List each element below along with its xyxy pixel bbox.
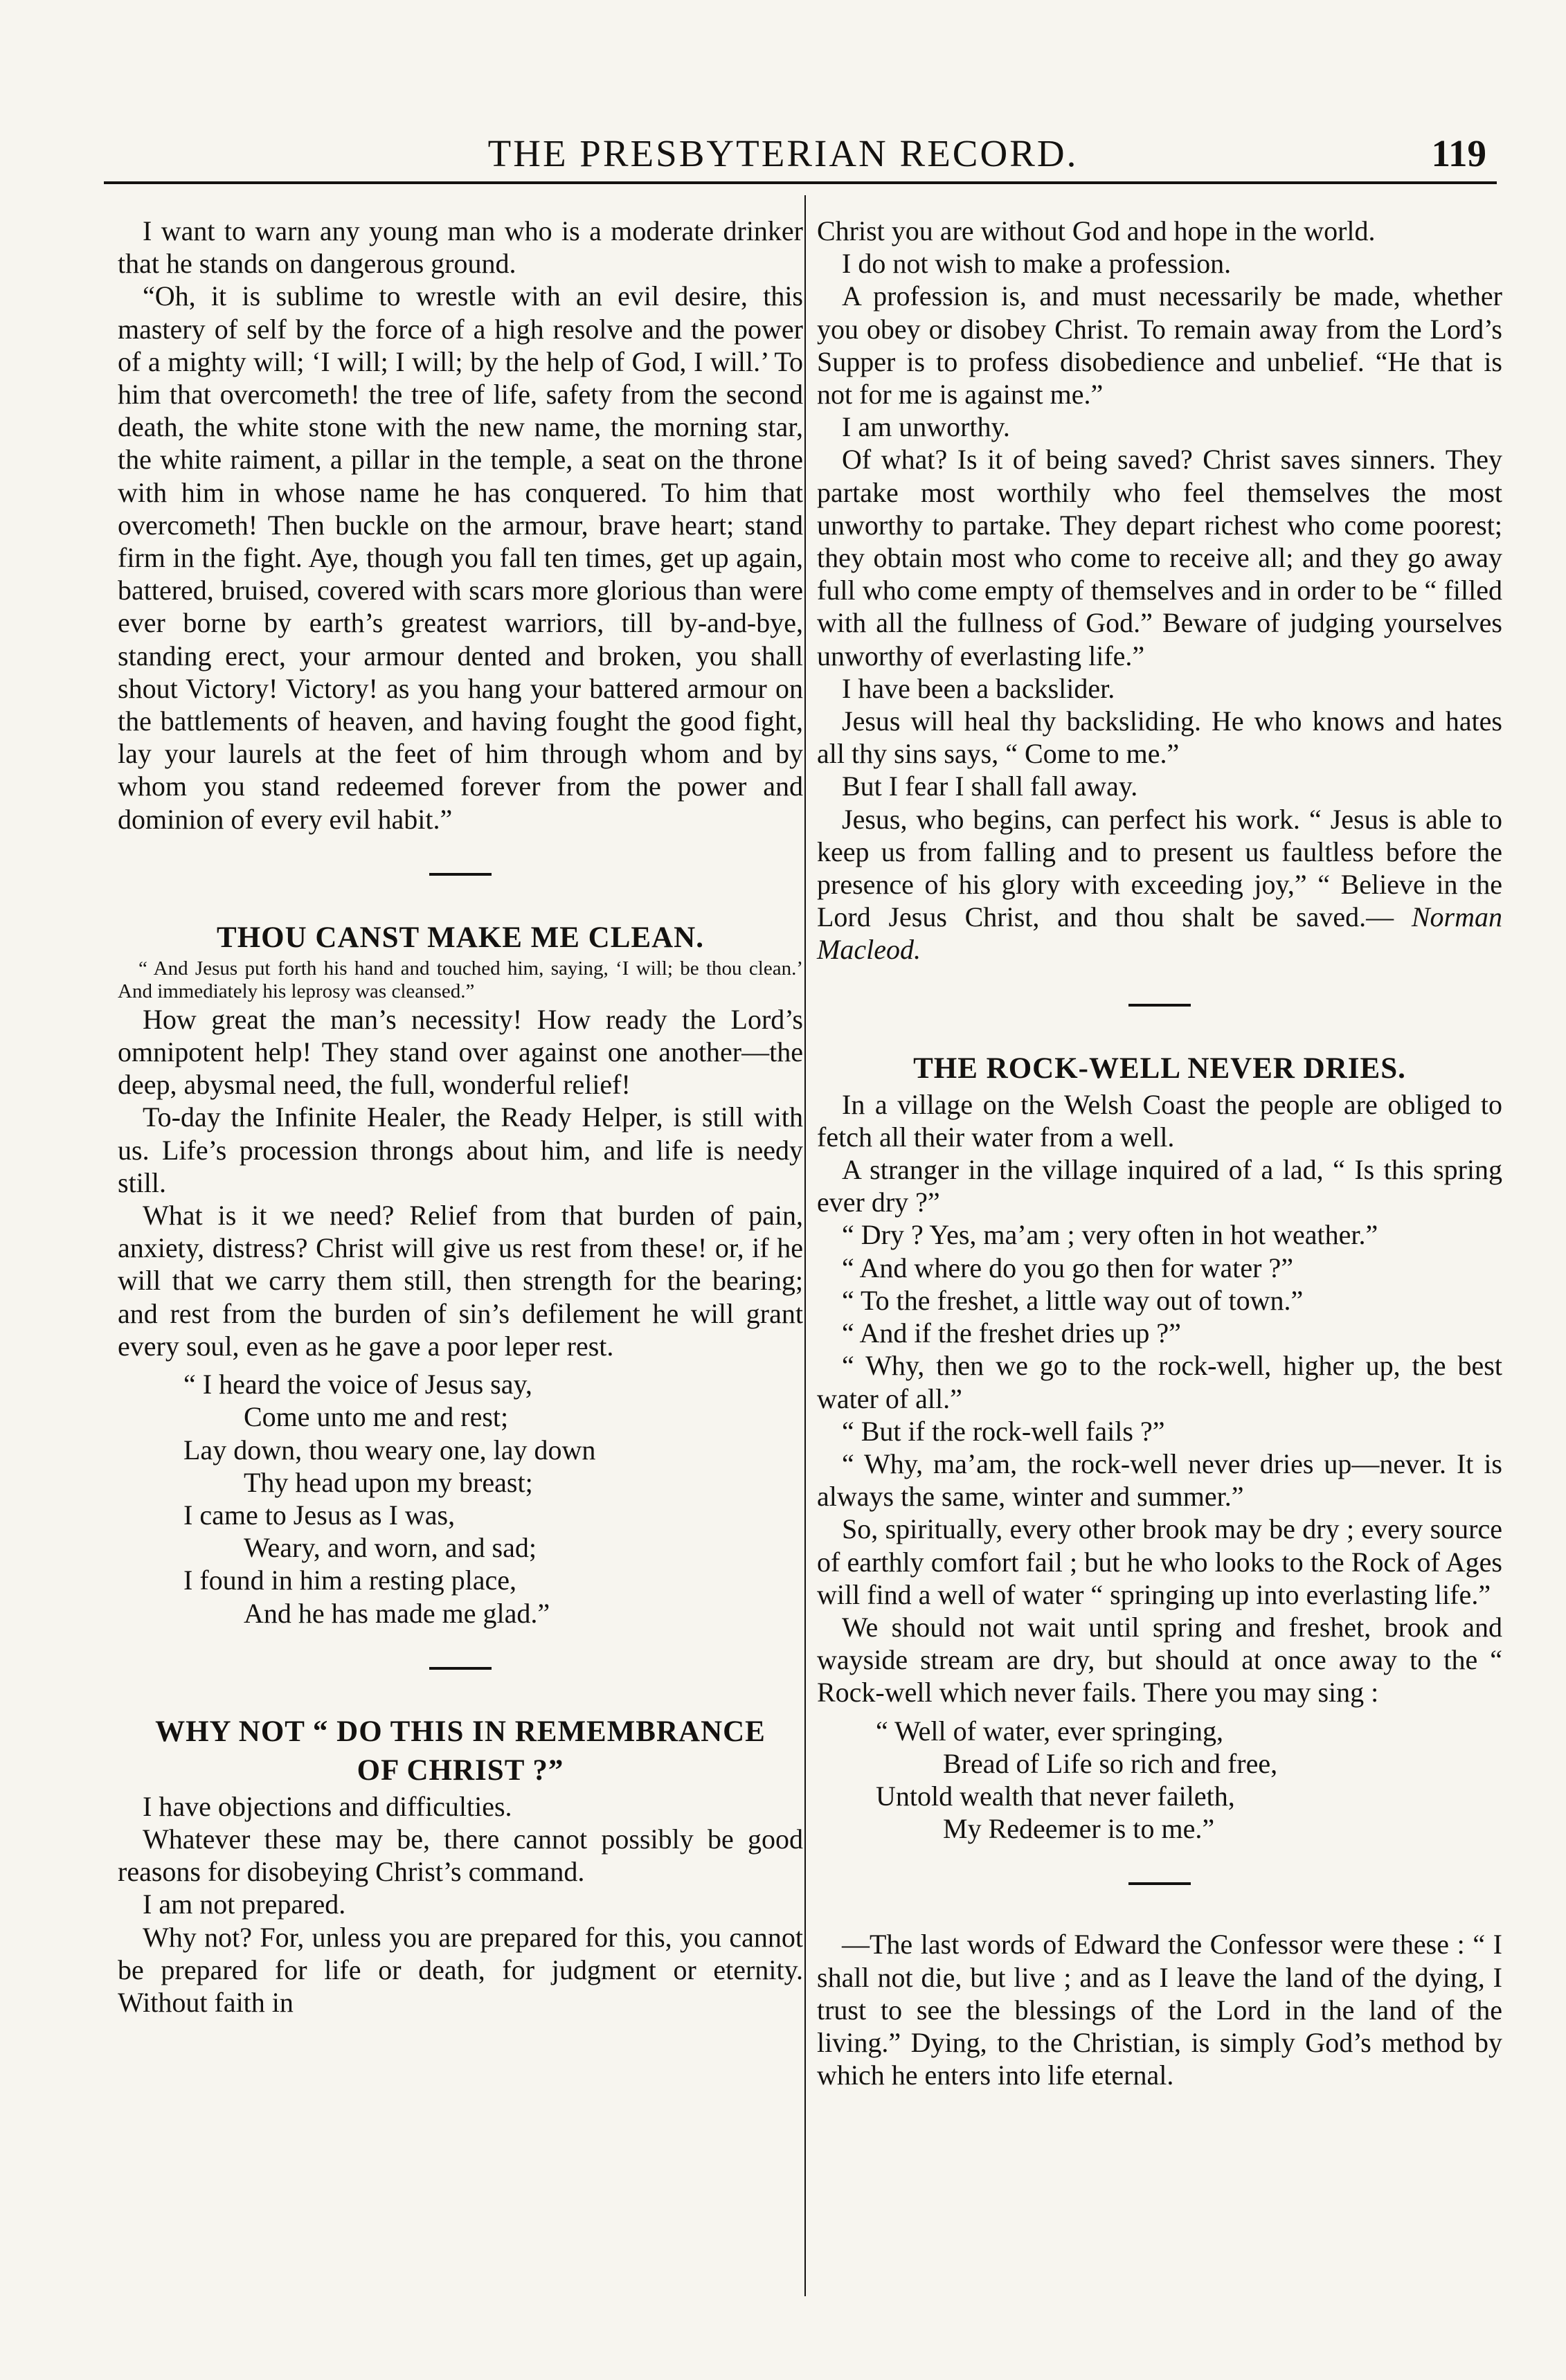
- section-title-line: OF CHRIST ?”: [357, 1754, 564, 1787]
- intro-paragraph: I want to warn any young man who is a moderate drinker that he stands on dangerous ground.: [118, 215, 803, 280]
- closing-text: Jesus, who begins, can perfect his work. “ Jesus is able to keep us from falling and to present us faultless before the presence of his glory with exceeding joy,” “ Believe in the Lord Jesus Christ, and thou shalt be saved.—: [817, 803, 1502, 933]
- body-paragraph: “ Why, ma’am, the rock-well never dries up—never. It is always the same, winter and summer.”: [817, 1448, 1502, 1513]
- body-paragraph: Why not? For, unless you are prepared for this, you cannot be prepared for life or death, for judgment or eternity. Without faith in: [118, 1921, 803, 2018]
- body-paragraph: Whatever these may be, there cannot possibly be good reasons for disobeying Christ’s command.: [118, 1823, 803, 1888]
- section-rule: [1128, 1004, 1191, 1007]
- running-head: [0, 126, 1566, 181]
- body-paragraph: But I fear I shall fall away.: [842, 770, 1138, 802]
- running-title: THE PRESBYTERIAN RECORD.: [487, 132, 1079, 174]
- body-paragraph: I am unworthy.: [842, 411, 1010, 443]
- body-paragraph: I am not prepared.: [143, 1888, 346, 1920]
- page-number: 119: [1431, 132, 1486, 174]
- column-divider: [804, 195, 806, 2296]
- section-rule: [429, 1667, 492, 1670]
- body-paragraph: “ To the freshet, a little way out of town.”: [842, 1284, 1304, 1316]
- section-title-why-not: [118, 1713, 803, 1790]
- body-paragraph: A profession is, and must necessarily be made, whether you obey or disobey Christ. To remain away from the Lord’s Supper is to profess disobedience and unbelief. “He that is not for me is against me.”: [817, 280, 1502, 411]
- body-paragraph: Jesus will heal thy backsliding. He who knows and hates all thy sins says, “ Come to me.”: [817, 705, 1502, 770]
- epigraph: “ And Jesus put forth his hand and touched him, saying, ‘I will; be thou clean.’ And immediately his leprosy was cleansed.”: [118, 957, 803, 1002]
- section-rule: [1128, 1882, 1191, 1885]
- body-paragraph: [817, 803, 1502, 966]
- poem-line: My Redeemer is to me.”: [943, 1813, 1215, 1845]
- body-paragraph: In a village on the Welsh Coast the people are obliged to fetch all their water from a well.: [817, 1088, 1502, 1153]
- body-paragraph: I have been a backslider.: [842, 672, 1115, 704]
- section-title-thou-canst: THOU CANST MAKE ME CLEAN.: [217, 921, 704, 954]
- section-rule: [429, 873, 492, 876]
- poem-line: Thy head upon my breast;: [244, 1466, 533, 1498]
- section-title-rock-well: THE ROCK-WELL NEVER DRIES.: [913, 1052, 1406, 1085]
- body-paragraph: —The last words of Edward the Confessor were these : “ I shall not die, but live ; and as I leave the land of the dying, I trust to see the blessings of the Lord in the land of the living.” Dying, to the Christian, is simply God’s method by which he enters into life eternal.: [817, 1929, 1502, 2091]
- body-paragraph: “ And where do you go then for water ?”: [842, 1252, 1293, 1283]
- body-paragraph: So, spiritually, every other brook may be dry ; every source of earthly comfort fail ; but he who looks to the Rock of Ages will find a well of water “ springing up into everlasting life.”: [817, 1513, 1502, 1610]
- body-paragraph: I do not wish to make a profession.: [842, 248, 1232, 280]
- poem-line: Bread of Life so rich and free,: [943, 1747, 1278, 1779]
- poem-line: “ I heard the voice of Jesus say,: [183, 1369, 532, 1400]
- poem-line: And he has made me glad.”: [244, 1597, 550, 1629]
- hymn-verse: [118, 1368, 803, 1630]
- attribution: Norman Macleod.: [817, 901, 1502, 966]
- body-paragraph: I have objections and difficulties.: [143, 1790, 512, 1822]
- body-paragraph: A stranger in the village inquired of a lad, “ Is this spring ever dry ?”: [817, 1154, 1502, 1218]
- body-paragraph: “ But if the rock-well fails ?”: [842, 1415, 1165, 1447]
- body-paragraph: How great the man’s necessity! How ready the Lord’s omnipotent help! They stand over against one another—the deep, abysmal need, the full, wonderful relief!: [118, 1003, 803, 1101]
- section-title-line: WHY NOT “ DO THIS IN REMEMBRANCE: [155, 1715, 766, 1748]
- body-paragraph: “ Why, then we go to the rock-well, higher up, the best water of all.”: [817, 1350, 1502, 1414]
- poem-line: Come unto me and rest;: [244, 1401, 509, 1433]
- poem-line: Weary, and worn, and sad;: [244, 1532, 537, 1564]
- poem-line: I found in him a resting place,: [183, 1565, 516, 1596]
- left-column: [118, 215, 803, 2019]
- body-paragraph: To-day the Infinite Healer, the Ready Helper, is still with us. Life’s procession throngs about him, and life is needy still.: [118, 1101, 803, 1198]
- body-paragraph: We should not wait until spring and freshet, brook and wayside stream are dry, but should at once away to the “ Rock-well which never fails. There you may sing :: [817, 1611, 1502, 1709]
- body-paragraph: Of what? Is it of being saved? Christ saves sinners. They partake most worthily who feel themselves the most unworthy to partake. They depart richest who come poorest; they obtain most who come to receive all; and they go away full who come empty of themselves and in order to be “ filled with all the fullness of God.” Beware of judging yourselves unworthy of everlasting life.”: [817, 444, 1502, 671]
- intro-paragraph: “Oh, it is sublime to wrestle with an evil desire, this mastery of self by the force of a high resolve and the power of a mighty will; ‘I will; I will; by the help of God, I will.’ To him that overcometh! the tree of life, safety from the second death, the white stone with the new name, the morning star, the white raiment, a pillar in the temple, a seat on the throne with him in whose name he has conquered. To him that overcometh! Then buckle on the armour, brave heart; stand firm in the fight. Aye, though you fall ten times, get up again, battered, bruised, covered with scars more glorious than were ever borne by earth’s greatest warriors, till by-and-bye, standing erect, your armour dented and broken, you shall shout Victory! Victory! as you hang your battered armour on the battlements of heaven, and having fought the good fight, lay your laurels at the feet of him through whom and by whom you stand redeemed forever from the power and dominion of every evil habit.”: [118, 280, 803, 835]
- poem-line: “ Well of water, ever springing,: [876, 1715, 1224, 1747]
- poem-line: Lay down, thou weary one, lay down: [183, 1434, 596, 1466]
- right-column: [817, 215, 1502, 2091]
- body-paragraph: “ And if the freshet dries up ?”: [842, 1317, 1181, 1349]
- poem-line: Untold wealth that never faileth,: [876, 1780, 1235, 1812]
- body-paragraph: What is it we need? Relief from that burden of pain, anxiety, distress? Christ will give us rest from these! or, if he will that we carry them still, then strength for the bearing; and rest from the burden of sin’s defilement he will grant every soul, even as he gave a poor leper rest.: [118, 1200, 803, 1362]
- continued-paragraph: Christ you are without God and hope in the world.: [817, 215, 1376, 246]
- poem-line: I came to Jesus as I was,: [183, 1499, 456, 1531]
- hymn-verse: [817, 1715, 1502, 1846]
- header-rule: [104, 181, 1497, 184]
- body-paragraph: “ Dry ? Yes, ma’am ; very often in hot weather.”: [842, 1219, 1378, 1251]
